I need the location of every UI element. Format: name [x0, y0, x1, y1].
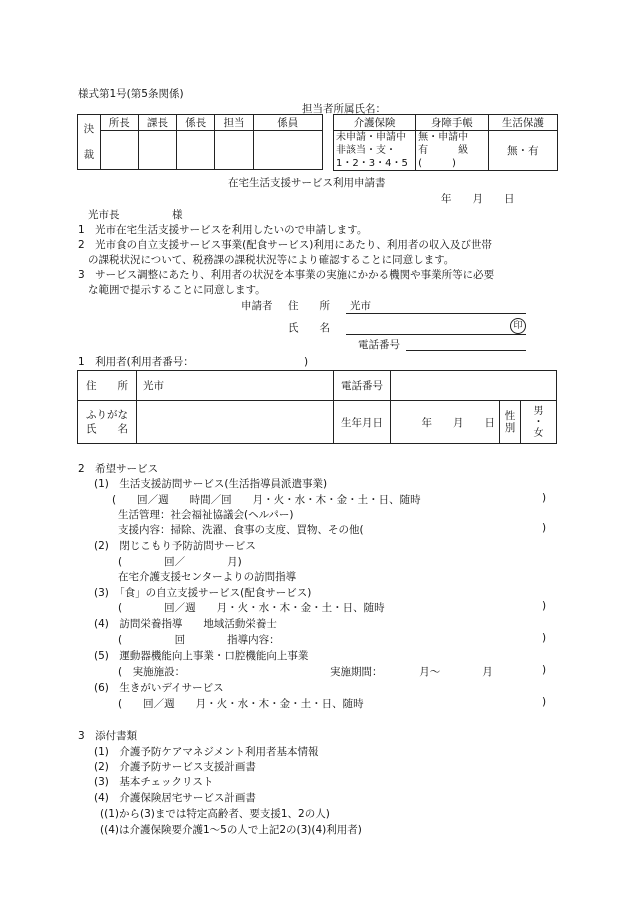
statement-2: 2 光市食の自立支援サービス事業(配食サービス)利用にあたり、利用者の収入及び世帯 [78, 239, 492, 251]
service-1-manager: 生活管理：社会福祉協議会(ヘルパー) [118, 509, 294, 521]
service-6-close: ) [542, 696, 547, 708]
service-1-content[interactable]: 支援内容：掃除、洗濯、食事の支度、買物、その他( [118, 524, 364, 536]
user-sex-field[interactable]: 男 ・ 女 [521, 401, 557, 444]
user-dob-field[interactable]: 年 月 日 [391, 401, 500, 444]
service-3-title: (3) 「食」の自立支援サービス(配食サービス) [94, 587, 312, 599]
service-5-period[interactable]: 実施期間： 月～ 月 [330, 666, 493, 678]
status-header: 身障手帳 [416, 115, 489, 131]
user-sex-label: 性 別 [500, 401, 521, 444]
user-phone-label: 電話番号 [334, 371, 391, 401]
attachments-heading: 3 添付書類 [78, 730, 138, 742]
status-header: 介護保険 [334, 115, 416, 131]
date-line[interactable]: 年 月 日 [441, 193, 515, 205]
user-address-label: 住 所 [78, 371, 137, 401]
applicant-label: 申請者 [241, 300, 273, 312]
approval-header: 課長 [138, 115, 176, 131]
service-3-close: ) [542, 600, 547, 612]
attachment-item: (1) 介護予防ケアマネジメント利用者基本情報 [94, 746, 319, 758]
approval-header: 所長 [100, 115, 138, 131]
service-5-title: (5) 運動器機能向上事業・口腔機能向上事業 [94, 650, 309, 662]
service-5-close: ) [542, 664, 547, 676]
applicant-address-label: 住 所 [288, 300, 330, 312]
service-2-frequency[interactable]: ( 回／ 月) [118, 556, 242, 568]
status-header: 生活保護 [488, 115, 557, 131]
attachment-note: ((1)から(3)までは特定高齢者、要支援1、2の人) [100, 808, 330, 820]
service-4-close: ) [542, 632, 547, 644]
seal-mark: 印 [510, 318, 526, 334]
approval-stamp-cell[interactable] [253, 131, 322, 170]
service-1-title: (1) 生活支援訪問サービス(生活指導員派遣事業) [94, 478, 328, 490]
approval-stamp-cell[interactable] [215, 131, 253, 170]
applicant-name-field[interactable] [346, 334, 526, 335]
approval-stamp-cell[interactable] [100, 131, 138, 170]
approval-header: 係員 [253, 115, 322, 131]
applicant-address-value[interactable]: 光市 [350, 300, 371, 312]
services-heading: 2 希望サービス [78, 463, 159, 475]
user-phone-field[interactable] [391, 371, 557, 401]
service-1-frequency[interactable]: ( 回／週 時間／回 月・火・水・木・金・土・日、随時 [112, 494, 421, 506]
kaigo-status-cell[interactable]: 未申請・申請中 非該当・支・ 1・2・3・4・5 [334, 131, 416, 171]
user-name-label: ふりがな 氏 名 [78, 401, 137, 444]
service-2-note: 在宅介護支援センターよりの訪問指導 [118, 571, 297, 583]
approval-header: 担当 [215, 115, 253, 131]
user-name-field[interactable] [137, 401, 334, 444]
approval-stamp-label: 決 裁 [78, 115, 101, 170]
service-4-detail[interactable]: ( 回 指導内容： [118, 634, 280, 646]
approval-header: 係長 [177, 115, 215, 131]
statement-3-cont: な範囲で提示することに同意します。 [88, 284, 266, 296]
seikatsu-status-cell[interactable]: 無・有 [488, 131, 557, 171]
statement-2-cont: の課税状況について、税務課の課税状況等により確認することに同意します。 [88, 254, 455, 266]
service-5-facility[interactable]: ( 実施施設： [118, 666, 186, 678]
service-3-frequency[interactable]: ( 回／週 月・火・水・木・金・土・日、随時 [118, 602, 385, 614]
staff-name-label: 担当者所属氏名： [302, 103, 386, 115]
addressee: 光市長 様 [88, 209, 183, 221]
approval-stamp-cell[interactable] [138, 131, 176, 170]
service-6-frequency[interactable]: ( 回／週 月・火・水・木・金・土・日、随時 [118, 698, 364, 710]
user-dob-label: 生年月日 [334, 401, 391, 444]
service-6-title: (6) 生きがいデイサービス [94, 682, 224, 694]
attachment-item: (4) 介護保険居宅サービス計画書 [94, 792, 256, 804]
status-table [333, 114, 558, 171]
service-1-content-close: ) [542, 522, 547, 534]
user-address-field[interactable]: 光市 [137, 371, 334, 401]
user-section-heading: 1 利用者(利用者番号： ) [78, 356, 309, 368]
attachment-item: (3) 基本チェックリスト [94, 776, 214, 788]
approval-table [77, 114, 323, 170]
service-1-close: ) [542, 492, 547, 504]
user-table [77, 370, 557, 444]
statement-1: 1 光市在宅生活支援サービスを利用したいので申請します。 [78, 224, 368, 236]
approval-stamp-cell[interactable] [177, 131, 215, 170]
attachment-item: (2) 介護予防サービス支援計画書 [94, 761, 256, 773]
service-2-title: (2) 閉じこもり予防訪問サービス [94, 540, 256, 552]
statement-3: 3 サービス調整にあたり、利用者の状況を本事業の実施にかかる機関や事業所等に必要 [78, 269, 495, 281]
form-title: 在宅生活支援サービス利用申請書 [228, 177, 386, 189]
applicant-phone-field[interactable] [406, 350, 526, 351]
service-4-title: (4) 訪問栄養指導 地域活動栄養士 [94, 618, 277, 630]
shinsho-status-cell[interactable]: 無・申請中 有 級 ( ) [416, 131, 489, 171]
form-number: 様式第1号(第5条関係) [78, 88, 184, 100]
applicant-name-label: 氏 名 [288, 322, 330, 334]
attachment-note: ((4)は介護保険要介護1～5の人で上記2の(3)(4)利用者) [100, 824, 362, 836]
applicant-address-line [346, 313, 526, 314]
applicant-phone-label: 電話番号 [358, 339, 400, 351]
